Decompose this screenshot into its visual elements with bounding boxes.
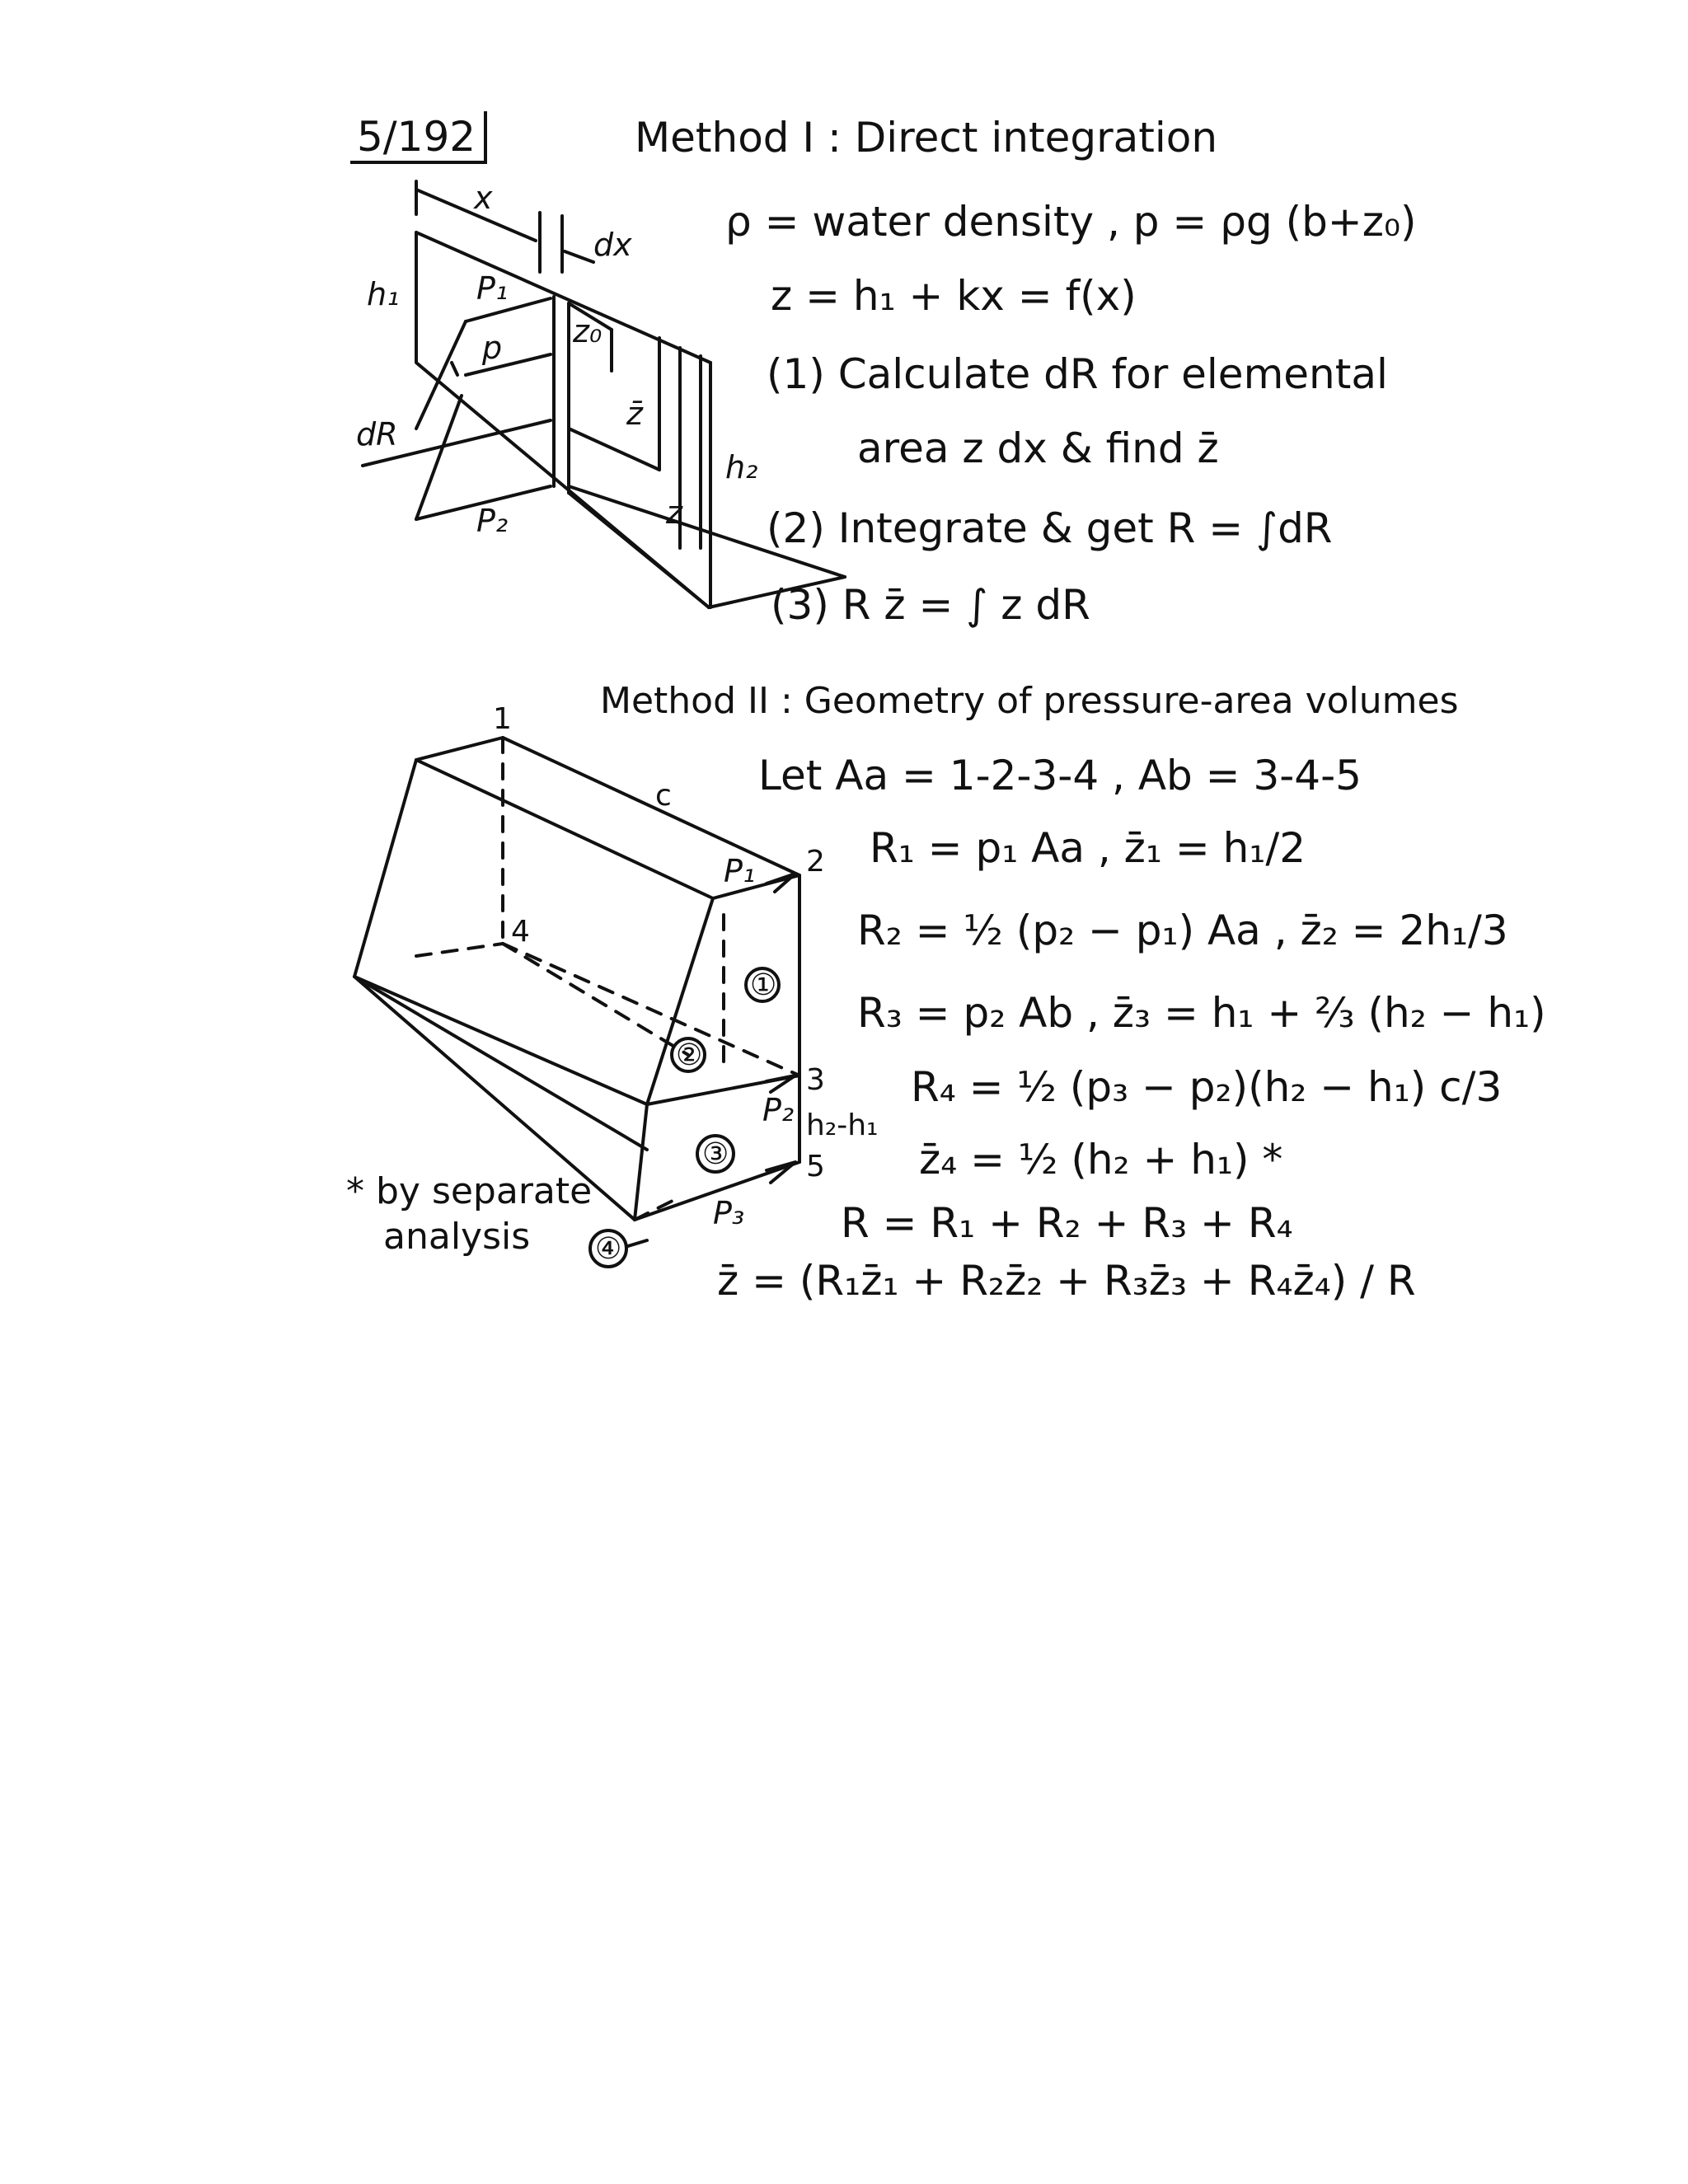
fig1-label-x: x	[474, 180, 493, 216]
method2-r2: R₂ = ½ (p₂ − p₁) Aa , z̄₂ = 2h₁/3	[857, 907, 1508, 954]
method1-step3: (3) R z̄ = ∫ z dR	[771, 581, 1090, 629]
fig1-label-h2: h₂	[725, 449, 758, 485]
fig2-label-4: 4	[511, 915, 530, 949]
footnote-line2: analysis	[383, 1216, 531, 1258]
fig2-circle-3: ③	[702, 1137, 729, 1171]
method2-r-sum: R = R₁ + R₂ + R₃ + R₄	[841, 1199, 1293, 1247]
fig1-label-dR: dR	[356, 416, 398, 452]
fig1-label-p: p	[482, 330, 503, 366]
method2-let: Let Aa = 1-2-3-4 , Ab = 3-4-5	[758, 752, 1362, 799]
problem-number: 5/192	[350, 111, 487, 164]
fig1-label-z: z	[666, 494, 682, 531]
method1-step1-line1: (1) Calculate dR for elemental	[767, 350, 1388, 398]
fig1-label-p1: P₁	[476, 270, 509, 307]
method2-z-sum: z̄ = (R₁z̄₁ + R₂z̄₂ + R₃z̄₃ + R₄z̄₄) / R	[717, 1257, 1416, 1305]
fig2-circle-4: ④	[595, 1232, 622, 1266]
method1-z-function: z = h₁ + kx = f(x)	[771, 272, 1137, 320]
fig1-label-zbar: z̄	[626, 396, 643, 432]
fig2-label-h2-minus-h1: h₂-h₁	[806, 1108, 879, 1142]
fig2-circle-1: ①	[750, 968, 777, 1002]
method1-step1-line2: area z dx & find z̄	[857, 424, 1219, 472]
fig1-label-z0: z₀	[573, 313, 603, 349]
fig2-label-c: c	[655, 779, 672, 813]
fig2-label-p2: P₂	[762, 1092, 795, 1128]
fig2-label-p1: P₁	[724, 853, 756, 889]
footnote-line1: * by separate	[346, 1170, 593, 1212]
fig2-label-1: 1	[493, 702, 512, 736]
fig2-label-3: 3	[806, 1063, 825, 1097]
method2-heading: Method II : Geometry of pressure-area volumes	[600, 680, 1459, 722]
method1-density-line: ρ = water density , p = ρg (b+z₀)	[725, 198, 1417, 246]
method2-r3: R₃ = p₂ Ab , z̄₃ = h₁ + ⅔ (h₂ − h₁)	[857, 989, 1546, 1037]
method2-r1: R₁ = p₁ Aa , z̄₁ = h₁/2	[870, 824, 1306, 872]
method1-step2: (2) Integrate & get R = ∫dR	[767, 504, 1333, 552]
method2-r4: R₄ = ½ (p₃ − p₂)(h₂ − h₁) c/3	[911, 1063, 1503, 1111]
method1-heading: Method I : Direct integration	[635, 114, 1218, 162]
fig2-circle-2: ②	[676, 1038, 703, 1072]
fig2-label-2: 2	[806, 845, 825, 879]
fig2-label-p3: P₃	[713, 1195, 745, 1231]
fig1-label-dx: dx	[593, 227, 632, 263]
fig2-label-5: 5	[806, 1150, 825, 1183]
method2-z4: z̄₄ = ½ (h₂ + h₁) *	[919, 1136, 1283, 1183]
fig1-label-p2: P₂	[476, 503, 509, 539]
fig1-label-h1: h₁	[367, 276, 400, 312]
